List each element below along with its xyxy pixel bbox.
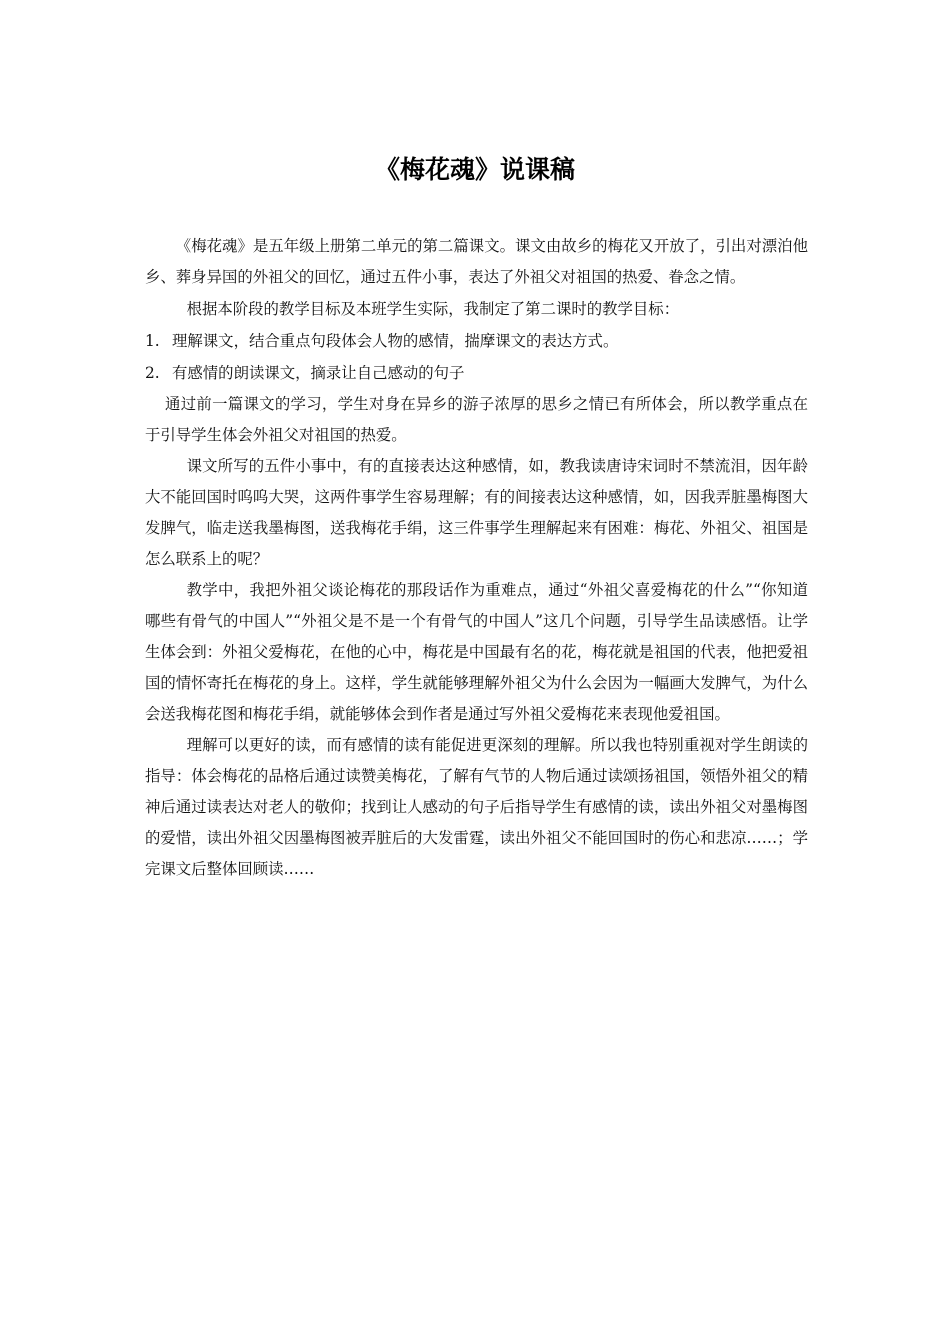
goal-text: 理解课文，结合重点句段体会人物的感情，揣摩课文的表达方式。 [172,332,619,350]
paragraph-focus: 通过前一篇课文的学习，学生对身在异乡的游子浓厚的思乡之情已有所体会，所以教学重点在于引导学生体会外祖父对祖国的热爱。 [145,395,808,444]
paragraph-five-events: 课文所写的五件小事中，有的直接表达这种感情，如，教我读唐诗宋词时不禁流泪，因年龄大不能回国时呜呜大哭，这两件事学生容易理解；有的间接表达这种感情，如，因我弄脏墨梅图大发脾气，临走送我墨梅图，送我梅花手绢，这三件事学生理解起来有困难：梅花、外祖父、祖国是怎么联系上的呢？ [145,457,808,568]
goals-intro-text: 根据本阶段的教学目标及本班学生实际，我制定了第二课时的教学目标： [186,300,680,318]
goal-list-item [145,325,808,357]
paragraph-goals-intro [145,293,808,325]
goal-list-item [145,357,808,389]
goal-number: 1. [145,332,160,350]
goal-text: 有感情的朗读课文，摘录让自己感动的句子 [172,364,465,382]
paragraph-difficulty: 教学中，我把外祖父谈论梅花的那段话作为重难点，通过“外祖父喜爱梅花的什么”“你知道哪些有骨气的中国人”“外祖父是不是一个有骨气的中国人”这几个问题，引导学生品读感悟。让学生体会到：外祖父爱梅花，在他的心中，梅花是中国最有名的花，梅花就是祖国的代表，他把爱祖国的情怀寄托在梅花的身上。这样，学生就能够理解外祖父为什么会因为一幅画大发脾气，为什么会送我梅花图和梅花手绢，就能够体会到作者是通过写外祖父爱梅花来表现他爱祖国。 [145,581,808,723]
paragraph-reading: 理解可以更好的读，而有感情的读有能促进更深刻的理解。所以我也特别重视对学生朗读的指导：体会梅花的品格后通过读赞美梅花，了解有气节的人物后通过读颂扬祖国，领悟外祖父的精神后通过读表达对老人的敬仰；找到让人感动的句子后指导学生有感情的读，读出外祖父对墨梅图的爱惜，读出外祖父因墨梅图被弄脏后的大发雷霆，读出外祖父不能回国时的伤心和悲凉……；学完课文后整体回顾读…… [145,736,808,878]
document-body [145,231,808,885]
goal-number: 2. [145,364,160,382]
document-title: 《梅花魂》说课稿 [374,155,575,184]
paragraph-intro: 《梅花魂》是五年级上册第二单元的第二篇课文。课文由故乡的梅花又开放了，引出对漂泊他乡、葬身异国的外祖父的回忆，通过五件小事，表达了外祖父对祖国的热爱、眷念之情。 [145,237,808,286]
